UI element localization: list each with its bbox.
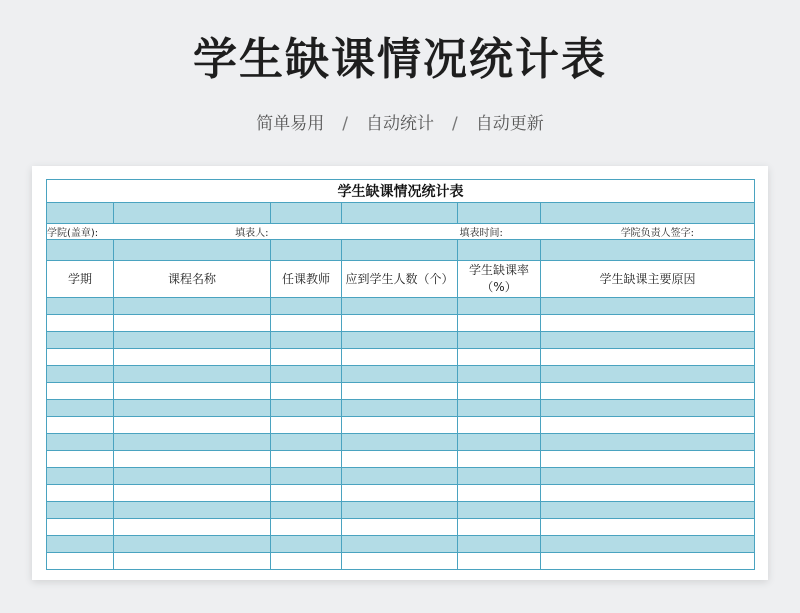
table-cell[interactable] [47, 553, 114, 570]
table-cell[interactable] [541, 451, 755, 468]
table-cell[interactable] [541, 315, 755, 332]
spreadsheet-preview [32, 166, 768, 580]
table-cell[interactable] [47, 417, 114, 434]
filler-label: 填表人: [235, 228, 269, 239]
table-cell[interactable] [47, 400, 114, 417]
table-cell[interactable] [458, 383, 541, 400]
subtitle-item: 自动更新 [475, 114, 544, 134]
table-cell[interactable] [271, 468, 342, 485]
table-cell[interactable] [458, 519, 541, 536]
header-absence-reason: 学生缺课主要原因 [541, 261, 755, 298]
table-row [47, 417, 755, 434]
fill-time-label: 填表时间: [459, 228, 503, 239]
table-cell[interactable] [114, 349, 271, 366]
page-title: 学生缺课情况统计表 [193, 34, 607, 85]
table-cell[interactable] [342, 502, 458, 519]
table-cell[interactable] [458, 366, 541, 383]
header-teacher: 任课教师 [271, 261, 342, 298]
table-cell[interactable] [114, 434, 271, 451]
table-cell[interactable] [114, 451, 271, 468]
table-cell[interactable] [271, 315, 342, 332]
table-cell[interactable] [47, 434, 114, 451]
table-cell[interactable] [271, 349, 342, 366]
table-cell[interactable] [541, 366, 755, 383]
table-cell[interactable] [458, 434, 541, 451]
table-cell[interactable] [342, 417, 458, 434]
table-cell[interactable] [47, 315, 114, 332]
table-cell[interactable] [342, 315, 458, 332]
table-cell[interactable] [114, 519, 271, 536]
table-cell[interactable] [458, 502, 541, 519]
table-cell[interactable] [271, 536, 342, 553]
table-cell[interactable] [114, 298, 271, 315]
header-absence-rate: 学生缺课率（%） [458, 261, 541, 298]
head-signature-label: 学院负责人签字: [620, 228, 695, 239]
table-cell[interactable] [541, 332, 755, 349]
table-cell[interactable] [114, 332, 271, 349]
table-cell[interactable] [458, 298, 541, 315]
table-cell[interactable] [458, 240, 541, 261]
table-row [47, 383, 755, 400]
table-title-row [47, 180, 755, 203]
table-cell[interactable] [271, 203, 342, 224]
table-row [47, 468, 755, 485]
table-cell[interactable] [342, 485, 458, 502]
table-row [47, 434, 755, 451]
table-cell[interactable] [271, 240, 342, 261]
table-cell[interactable] [47, 366, 114, 383]
table-cell[interactable] [114, 536, 271, 553]
table-row [47, 519, 755, 536]
table-cell[interactable] [114, 366, 271, 383]
table-cell[interactable] [342, 536, 458, 553]
table-cell[interactable] [458, 203, 541, 224]
table-cell[interactable] [541, 519, 755, 536]
header-row [47, 261, 755, 298]
table-cell[interactable] [342, 519, 458, 536]
table-row [47, 553, 755, 570]
subtitle-separator: / [342, 114, 348, 134]
table-cell[interactable] [342, 349, 458, 366]
table-cell[interactable] [271, 366, 342, 383]
subtitle-separator: / [452, 114, 458, 134]
table-cell[interactable] [114, 383, 271, 400]
table-cell[interactable] [271, 519, 342, 536]
table-cell[interactable] [541, 400, 755, 417]
table-cell[interactable] [271, 485, 342, 502]
header-expected-students: 应到学生人数（个） [342, 261, 458, 298]
table-row [47, 315, 755, 332]
table-cell[interactable] [114, 240, 271, 261]
table-row [47, 502, 755, 519]
table-cell[interactable] [271, 417, 342, 434]
table-cell[interactable] [114, 417, 271, 434]
table-cell[interactable] [342, 366, 458, 383]
table-cell[interactable] [114, 553, 271, 570]
table-cell[interactable] [342, 298, 458, 315]
table-cell[interactable] [458, 485, 541, 502]
table-cell[interactable] [342, 383, 458, 400]
table-cell[interactable] [458, 332, 541, 349]
school-seal-text: 学院(盖章): [47, 228, 99, 239]
filler-value[interactable] [271, 224, 458, 240]
blank-row [47, 240, 755, 261]
table-cell[interactable] [271, 502, 342, 519]
table-row [47, 298, 755, 315]
table-cell[interactable] [114, 400, 271, 417]
table-cell[interactable] [271, 451, 342, 468]
table-cell[interactable] [47, 519, 114, 536]
table-cell[interactable] [541, 383, 755, 400]
table-cell[interactable] [541, 349, 755, 366]
table-title: 学生缺课情况统计表 [47, 180, 755, 203]
table-cell[interactable] [458, 349, 541, 366]
attendance-table [46, 179, 755, 570]
table-cell[interactable] [458, 553, 541, 570]
table-row [47, 536, 755, 553]
table-cell[interactable] [271, 434, 342, 451]
table-cell[interactable] [458, 400, 541, 417]
table-cell[interactable] [541, 553, 755, 570]
table-cell[interactable] [342, 468, 458, 485]
table-cell[interactable] [47, 240, 114, 261]
table-cell[interactable] [47, 485, 114, 502]
info-row [47, 224, 755, 240]
table-cell[interactable] [47, 332, 114, 349]
table-cell[interactable] [271, 298, 342, 315]
table-cell[interactable] [114, 485, 271, 502]
table-cell[interactable] [114, 203, 271, 224]
table-cell[interactable] [342, 553, 458, 570]
table-cell[interactable] [458, 536, 541, 553]
table-cell[interactable] [47, 502, 114, 519]
table-cell[interactable] [47, 203, 114, 224]
table-cell[interactable] [271, 332, 342, 349]
table-cell[interactable] [342, 332, 458, 349]
table-cell[interactable] [458, 417, 541, 434]
table-cell[interactable] [458, 315, 541, 332]
table-cell[interactable] [47, 468, 114, 485]
table-cell[interactable] [541, 434, 755, 451]
table-cell[interactable] [342, 400, 458, 417]
table-cell[interactable] [541, 502, 755, 519]
table-row [47, 366, 755, 383]
table-cell[interactable] [541, 203, 755, 224]
header-semester: 学期 [47, 261, 114, 298]
table-cell[interactable] [458, 451, 541, 468]
table-cell[interactable] [541, 468, 755, 485]
subtitle-item: 自动统计 [366, 114, 434, 134]
table-cell[interactable] [47, 451, 114, 468]
table-cell[interactable] [541, 298, 755, 315]
table-cell[interactable] [47, 536, 114, 553]
table-row [47, 400, 755, 417]
table-cell[interactable] [47, 349, 114, 366]
table-row [47, 349, 755, 366]
table-cell[interactable] [541, 417, 755, 434]
table-cell[interactable] [458, 468, 541, 485]
table-row [47, 485, 755, 502]
time-and-head[interactable] [458, 224, 755, 240]
subtitle [0, 112, 800, 136]
table-cell[interactable] [541, 536, 755, 553]
table-cell[interactable] [271, 553, 342, 570]
table-cell[interactable] [47, 383, 114, 400]
blank-row [47, 203, 755, 224]
table-cell[interactable] [342, 203, 458, 224]
table-cell[interactable] [342, 434, 458, 451]
header-course-name: 课程名称 [114, 261, 271, 298]
table-cell[interactable] [541, 240, 755, 261]
school-seal-label[interactable] [47, 224, 271, 240]
table-cell[interactable] [271, 383, 342, 400]
table-cell[interactable] [342, 240, 458, 261]
table-row [47, 451, 755, 468]
table-cell[interactable] [114, 468, 271, 485]
table-cell[interactable] [47, 298, 114, 315]
table-cell[interactable] [541, 485, 755, 502]
table-cell[interactable] [271, 400, 342, 417]
table-cell[interactable] [114, 315, 271, 332]
table-row [47, 332, 755, 349]
subtitle-item: 简单易用 [256, 114, 325, 134]
table-cell[interactable] [342, 451, 458, 468]
table-cell[interactable] [114, 502, 271, 519]
